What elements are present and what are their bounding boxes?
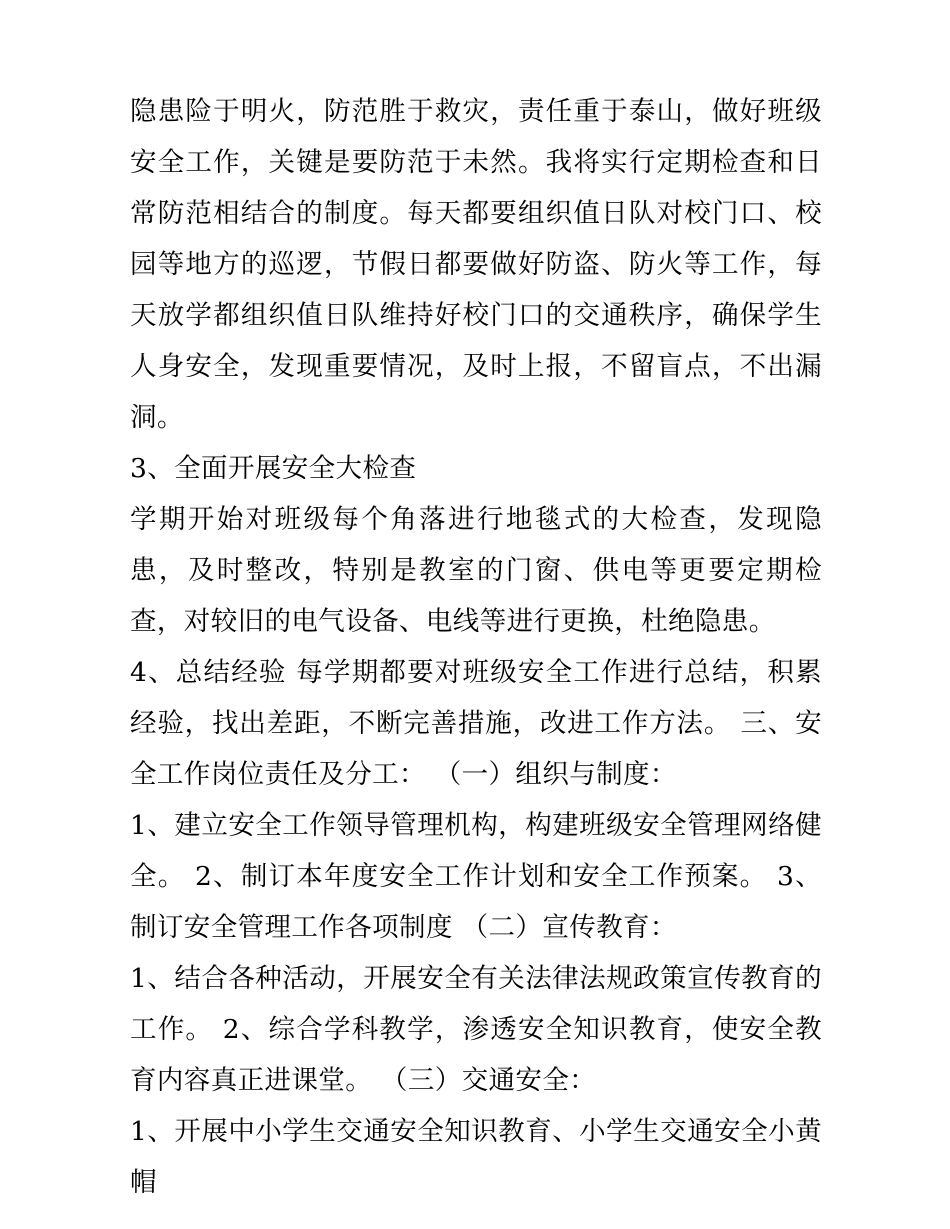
paragraph: 3、全面开展安全大检查 (130, 453, 417, 484)
paragraph: 学期开始对班级每个角落进行地毯式的大检查，发现隐患，及时整改，特别是教室的门窗、供电等更要定期检查，对较旧的电气设备、电线等进行更换，杜绝隐患。 (130, 504, 822, 637)
paragraph: 1、建立安全工作领导管理机构，构建班级安全管理网络健全。 2、制订本年度安全工作计划和安全工作预案。 3、制订安全管理工作各项制度 （二）宣传教育： (130, 810, 822, 943)
document-body (130, 86, 822, 1208)
paragraph: 1、结合各种活动，开展安全有关法律法规政策宣传教育的工作。 2、综合学科教学，渗透安全知识教育，使安全教育内容真正进课堂。 （三）交通安全： (130, 963, 822, 1096)
paragraph: 隐患险于明火，防范胜于救灾，责任重于泰山，做好班级安全工作，关键是要防范于未然。我将实行定期检查和日常防范相结合的制度。每天都要组织值日队对校门口、校园等地方的巡逻，节假日都要做好防盗、防火等工作，每天放学都组织值日队维持好校门口的交通秩序，确保学生人身安全，发现重要情况，及时上报，不留盲点，不出漏洞。 (130, 96, 822, 433)
paragraph: 1、开展中小学生交通安全知识教育、小学生交通安全小黄帽 (130, 1116, 822, 1198)
paragraph: 4、总结经验 每学期都要对班级安全工作进行总结，积累经验，找出差距，不断完善措施，改进工作方法。 三、安全工作岗位责任及分工： （一）组织与制度： (130, 657, 822, 790)
